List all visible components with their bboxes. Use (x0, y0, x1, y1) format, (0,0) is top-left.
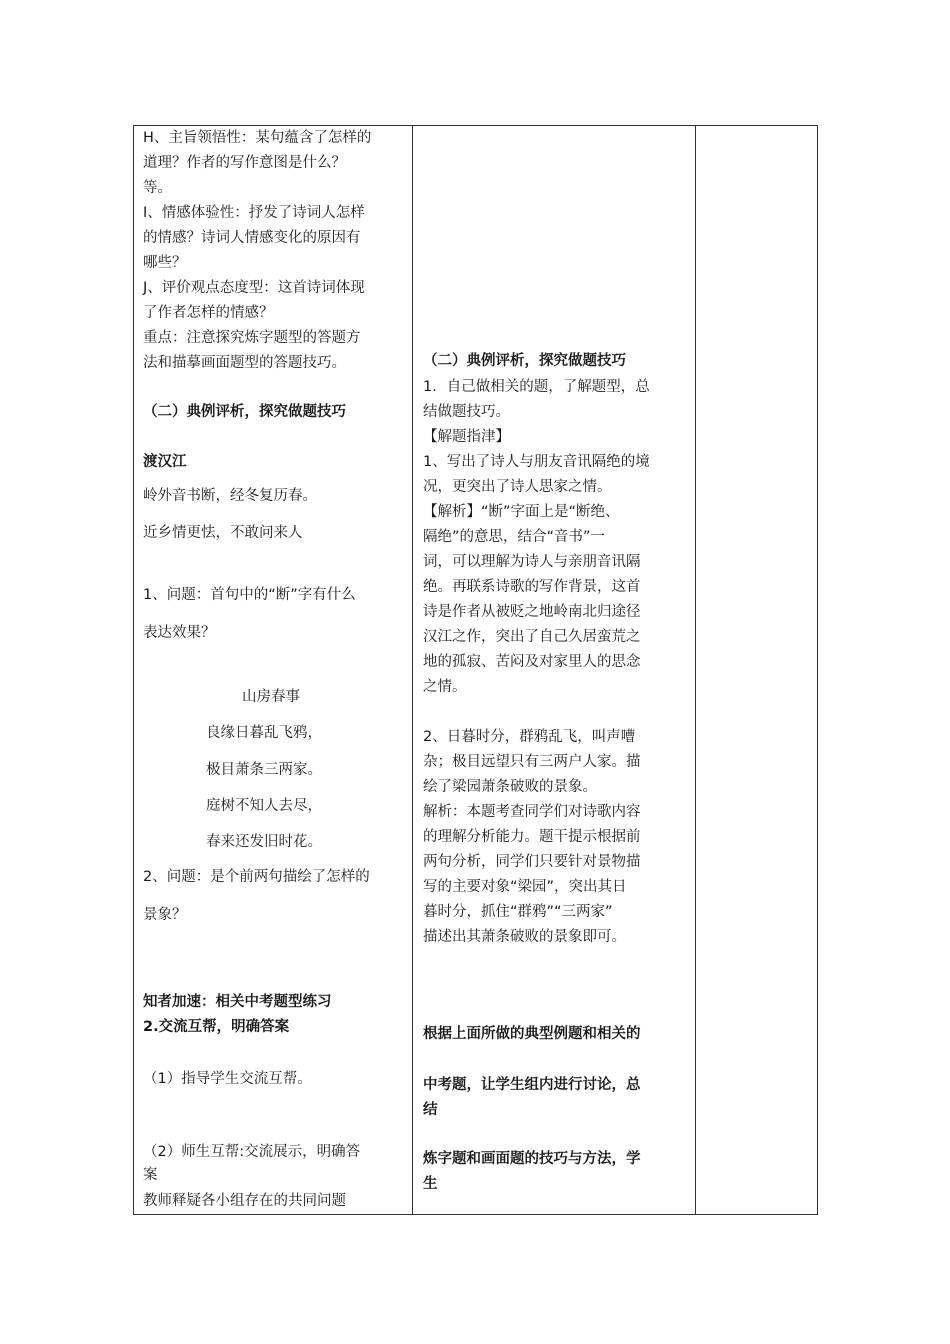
summary-line: 生 (423, 1176, 438, 1192)
right-column (696, 126, 817, 1214)
text-line: 法和描摹画面题型的答题技巧。 (143, 355, 346, 371)
text-line: 【解析】“断”字面上是“断绝、 (423, 504, 620, 520)
text-line: （2）师生互帮:交流展示，明确答 (143, 1144, 361, 1160)
text-line: 重点：注意探究炼字题型的答题方 (143, 330, 361, 346)
section-heading: （二）典例评析，探究做题技巧 (143, 404, 346, 420)
text-line: 绝。再联系诗歌的写作背景，这首 (423, 579, 641, 595)
text-line: 结做题技巧。 (423, 404, 510, 420)
lesson-plan-table (133, 125, 818, 1215)
text-line: 况，更突出了诗人思家之情。 (423, 479, 612, 495)
text-line: 暮时分，抓住“群鸦”“三两家” (423, 904, 613, 920)
text-line: 杂；极目远望只有三两户人家。描 (423, 754, 641, 770)
poem-line: 春来还发旧时花。 (206, 834, 322, 850)
question-line: 1、问题：首句中的“断”字有什么 (143, 587, 356, 603)
text-line: 等。 (143, 180, 172, 196)
summary-line: 中考题，让学生组内进行讨论，总 (423, 1077, 641, 1093)
text-line: 词，可以理解为诗人与亲朋音讯隔 (423, 554, 641, 570)
section-heading: 2.交流互帮，明确答案 (143, 1019, 290, 1035)
text-line: 的理解分析能力。题干提示根据前 (423, 829, 641, 845)
text-line: 案 (143, 1167, 158, 1183)
question-line: 2、问题：是个前两句描绘了怎样的 (143, 869, 370, 885)
middle-column (413, 126, 695, 1214)
text-line: 哪些？ (143, 255, 187, 271)
text-line: 绘了梁园萧条破败的景象。 (423, 779, 597, 795)
text-line: 两句分析，同学们只要针对景物描 (423, 854, 641, 870)
text-line: 的情感？诗词人情感变化的原因有 (143, 230, 361, 246)
text-line: 地的孤寂、苦闷及对家里人的思念 (423, 654, 641, 670)
text-line: 写的主要对象“梁园”，突出其日 (423, 879, 627, 895)
poem-title: 山房春事 (242, 689, 300, 705)
text-line: J、评价观点态度型：这首诗词体现 (143, 280, 365, 296)
poem-line: 庭树不知人去尽， (206, 798, 322, 814)
text-line: （1）指导学生交流互帮。 (143, 1071, 312, 1087)
poem-line: 岭外音书断，经冬复历春。 (143, 488, 317, 504)
text-line: 【解题指津】 (423, 429, 510, 445)
text-line: 道理？作者的写作意图是什么？ (143, 155, 346, 171)
text-line: 诗是作者从被贬之地岭南北归途径 (423, 604, 641, 620)
text-line: 1．自己做相关的题，了解题型，总 (423, 379, 650, 395)
text-line: 描述出其萧条破败的景象即可。 (423, 929, 626, 945)
poem-title: 渡汉江 (143, 454, 187, 470)
text-line: 1、写出了诗人与朋友音讯隔绝的境 (423, 454, 650, 470)
text-line: 教师释疑各小组存在的共同问题 (143, 1193, 346, 1209)
text-line: 汉江之作，突出了自己久居蛮荒之 (423, 629, 641, 645)
text-line: 之情。 (423, 679, 467, 695)
text-line: 隔绝”的意思，结合“音书”一 (423, 529, 606, 545)
text-line: 2、日暮时分，群鸦乱飞，叫声嘈 (423, 729, 636, 745)
poem-line: 极目萧条三两家。 (206, 762, 322, 778)
text-line: H、主旨领悟性：某句蕴含了怎样的 (143, 130, 372, 146)
summary-line: 炼字题和画面题的技巧与方法，学 (423, 1151, 641, 1167)
section-heading: 知者加速：相关中考题型练习 (143, 994, 332, 1010)
question-line: 表达效果？ (143, 625, 216, 641)
poem-line: 近乡情更怯，不敢问来人 (143, 525, 303, 541)
text-line: I、情感体验性：抒发了诗词人怎样 (143, 205, 365, 221)
section-heading: （二）典例评析，探究做题技巧 (423, 353, 626, 369)
poem-line: 良缘日暮乱飞鸦， (206, 725, 322, 741)
summary-line: 结 (423, 1102, 438, 1118)
text-line: 了作者怎样的情感？ (143, 305, 274, 321)
question-line: 景象？ (143, 907, 187, 923)
left-column (134, 126, 412, 1214)
summary-line: 根据上面所做的典型例题和相关的 (423, 1026, 641, 1042)
text-line: 解析：本题考查同学们对诗歌内容 (423, 804, 641, 820)
